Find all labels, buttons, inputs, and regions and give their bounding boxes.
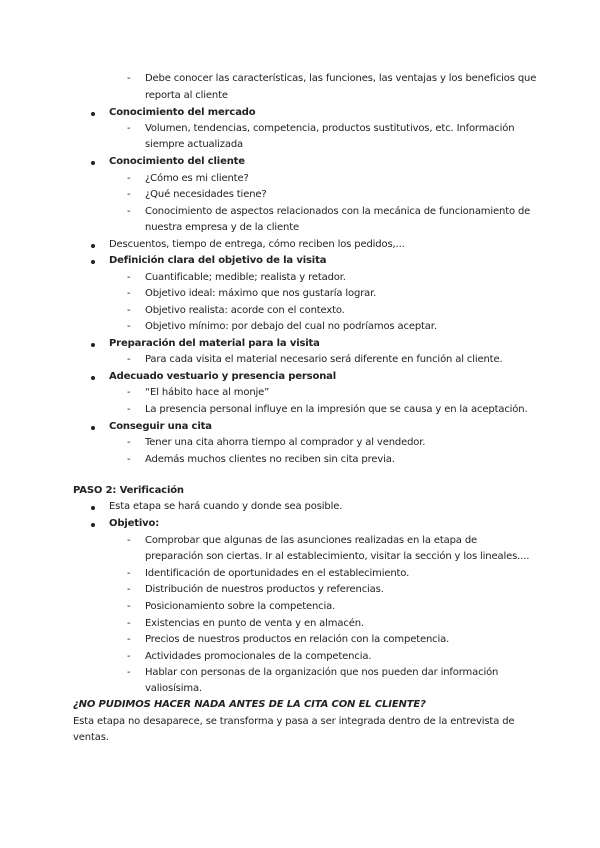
verification-item-4: Posicionamiento sobre la competencia. <box>145 601 336 612</box>
dash-marker: - <box>127 404 131 415</box>
market-knowledge-line1: Volumen, tendencias, competencia, productos sustitutivos, etc. Información <box>145 123 515 134</box>
discounts-item: Descuentos, tiempo de entrega, cómo reciben los pedidos,... <box>109 239 405 250</box>
bullet-icon <box>91 506 95 510</box>
dash-marker: - <box>127 272 131 283</box>
bullet-icon <box>91 523 95 527</box>
market-knowledge-line2: siempre actualizada <box>145 139 244 150</box>
objective-item-1: Cuantificable; medible; realista y retador. <box>145 272 346 283</box>
dash-marker: - <box>127 305 131 316</box>
dash-marker: - <box>127 535 131 546</box>
product-knowledge-line1: Debe conocer las características, las funciones, las ventajas y los beneficios que <box>145 73 537 84</box>
step-2-heading: PASO 2: Verificación <box>73 485 184 496</box>
dash-marker: - <box>127 354 131 365</box>
appointment-heading: Conseguir una cita <box>109 421 212 432</box>
closing-paragraph-line1: Esta etapa no desaparece, se transforma y pasa a ser integrada dentro de la entrevista de <box>73 716 515 727</box>
verification-item-7: Actividades promocionales de la competencia. <box>145 651 372 662</box>
dash-marker: - <box>127 584 131 595</box>
client-item-1: ¿Cómo es mi cliente? <box>145 173 249 184</box>
dash-marker: - <box>127 634 131 645</box>
objective-item-2: Objetivo ideal: máximo que nos gustaría lograr. <box>145 288 377 299</box>
dash-marker: - <box>127 437 131 448</box>
product-knowledge-line2: reporta al cliente <box>145 90 228 101</box>
client-item-3-line1: Conocimiento de aspectos relacionados con la mecánica de funcionamiento de <box>145 206 531 217</box>
verification-item-3: Distribución de nuestros productos y referencias. <box>145 584 384 595</box>
attire-item-2: La presencia personal influye en la impresión que se causa y en la aceptación. <box>145 404 528 415</box>
objective-item-3: Objetivo realista: acorde con el contexto. <box>145 305 345 316</box>
market-knowledge-heading: Conocimiento del mercado <box>109 107 256 118</box>
verification-item-1-line1: Comprobar que algunas de las asunciones realizadas en la etapa de <box>145 535 478 546</box>
appointment-item-1: Tener una cita ahorra tiempo al comprador y al vendedor. <box>145 437 426 448</box>
bullet-icon <box>91 376 95 380</box>
dash-marker: - <box>127 651 131 662</box>
client-item-2: ¿Qué necesidades tiene? <box>145 189 267 200</box>
bullet-icon <box>91 260 95 264</box>
dash-marker: - <box>127 387 131 398</box>
dash-marker: - <box>127 288 131 299</box>
verification-item-8-line2: valiosísima. <box>145 683 202 694</box>
step-2-bullet-1: Esta etapa se hará cuando y donde sea posible. <box>109 501 343 512</box>
verification-item-8-line1: Hablar con personas de la organización que nos pueden dar información <box>145 667 499 678</box>
bullet-icon <box>91 112 95 116</box>
closing-question: ¿NO PUDIMOS HACER NADA ANTES DE LA CITA CON EL CLIENTE? <box>73 699 426 710</box>
client-item-3-line2: nuestra empresa y de la cliente <box>145 222 300 233</box>
verification-item-5: Existencias en punto de venta y en almacén. <box>145 618 364 629</box>
dash-marker: - <box>127 454 131 465</box>
bullet-icon <box>91 161 95 165</box>
dash-marker: - <box>127 321 131 332</box>
dash-marker: - <box>127 667 131 678</box>
dash-marker: - <box>127 73 131 84</box>
dash-marker: - <box>127 601 131 612</box>
material-item-1: Para cada visita el material necesario será diferente en función al cliente. <box>145 354 503 365</box>
dash-marker: - <box>127 123 131 134</box>
objective-item-4: Objetivo mínimo: por debajo del cual no podríamos aceptar. <box>145 321 437 332</box>
dash-marker: - <box>127 206 131 217</box>
verification-item-2: Identificación de oportunidades en el establecimiento. <box>145 568 410 579</box>
attire-item-1: “El hábito hace al monje” <box>145 387 270 398</box>
step-2-objective-heading: Objetivo: <box>109 518 160 529</box>
verification-item-6: Precios de nuestros productos en relación con la competencia. <box>145 634 450 645</box>
verification-item-1-line2: preparación son ciertas. Ir al establecimiento, visitar la sección y los lineales.... <box>145 551 530 562</box>
attire-heading: Adecuado vestuario y presencia personal <box>109 371 337 382</box>
dash-marker: - <box>127 173 131 184</box>
bullet-icon <box>91 426 95 430</box>
material-heading: Preparación del material para la visita <box>109 338 320 349</box>
client-knowledge-heading: Conocimiento del cliente <box>109 156 245 167</box>
appointment-item-2: Además muchos clientes no reciben sin cita previa. <box>145 454 395 465</box>
dash-marker: - <box>127 618 131 629</box>
dash-marker: - <box>127 189 131 200</box>
bullet-icon <box>91 343 95 347</box>
bullet-icon <box>91 244 95 248</box>
dash-marker: - <box>127 568 131 579</box>
closing-paragraph-line2: ventas. <box>73 732 109 743</box>
visit-objective-heading: Definición clara del objetivo de la visita <box>109 255 327 266</box>
